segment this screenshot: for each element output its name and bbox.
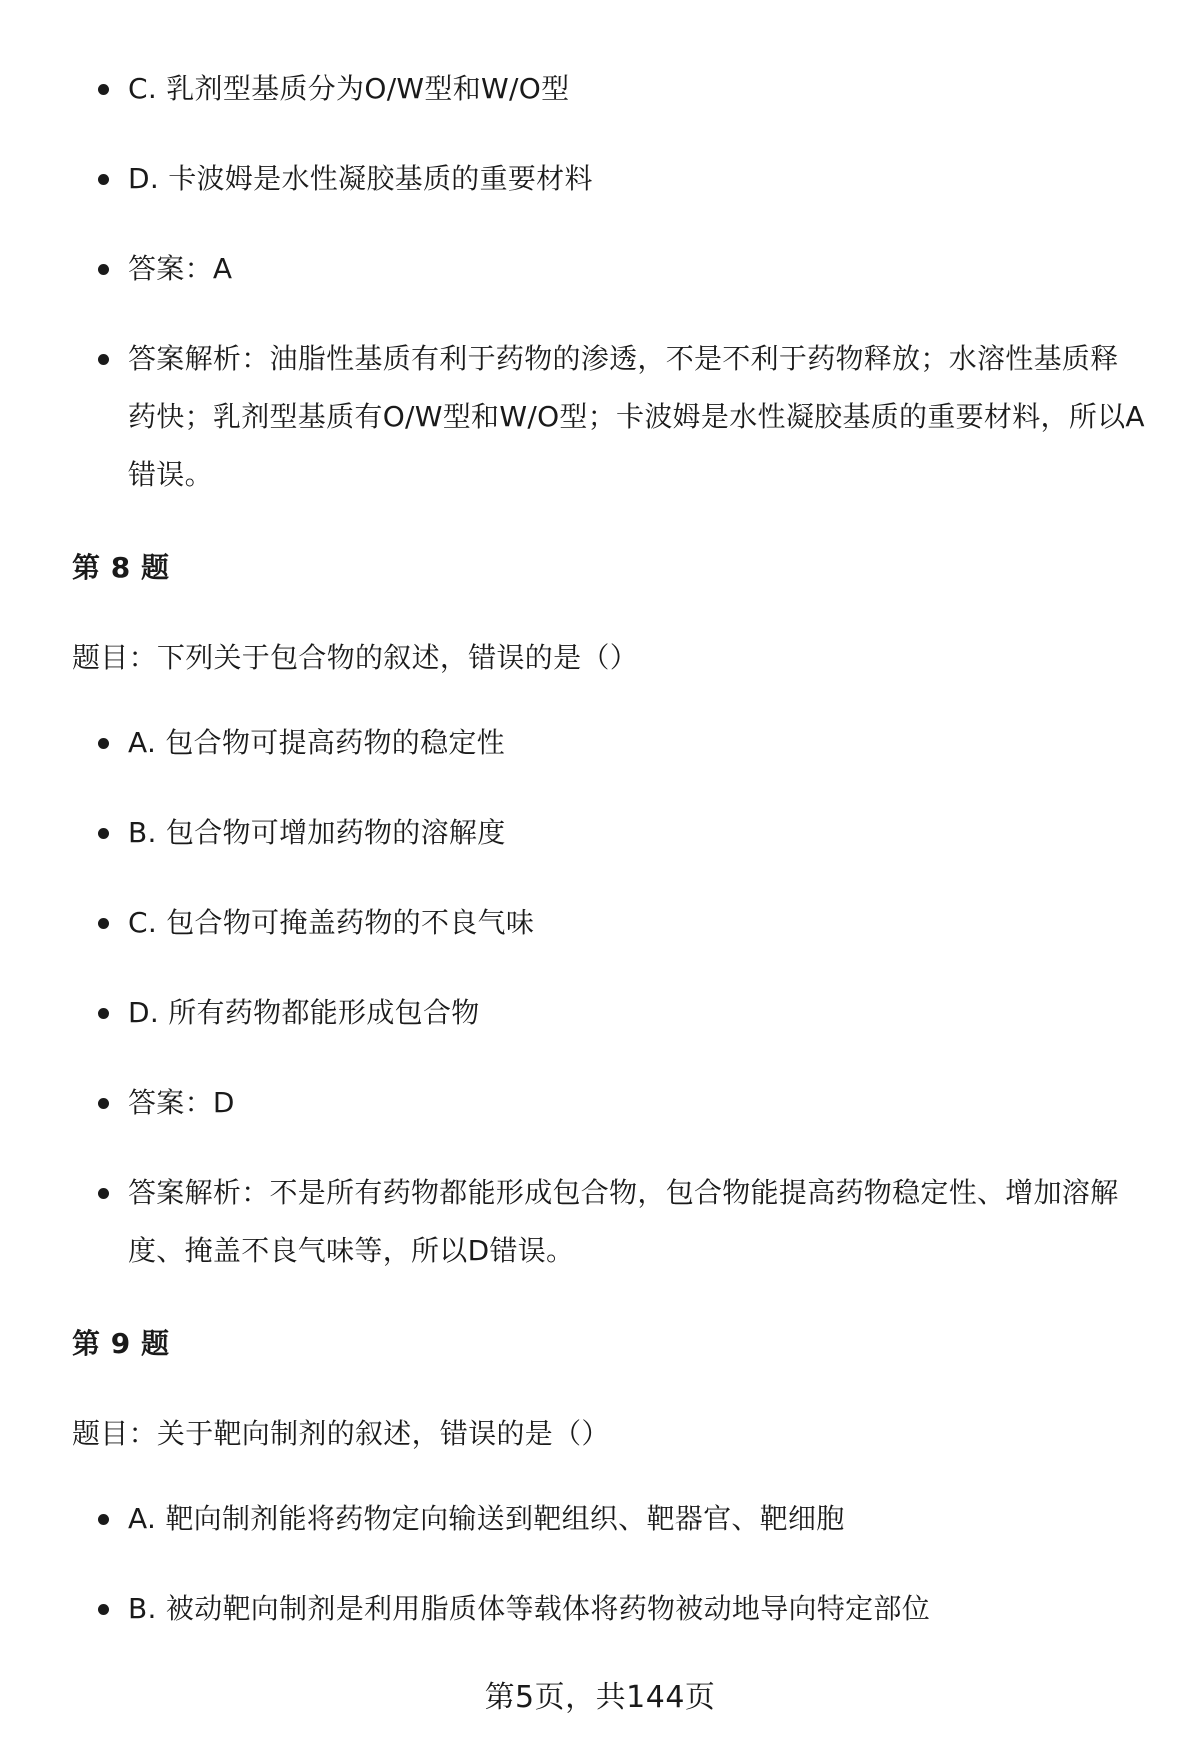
q8-explanation: 答案解析：不是所有药物都能形成包合物，包合物能提高药物稳定性、增加溶解度、掩盖不良气味等，所以D错误。	[128, 1176, 1119, 1267]
q7-explanation: 答案解析：油脂性基质有利于药物的渗透，不是不利于药物释放；水溶性基质释药快；乳剂型基质有O/W型和W/O型；卡波姆是水性凝胶基质的重要材料，所以A错误。	[128, 342, 1145, 491]
bullet-icon	[98, 1098, 109, 1109]
q9-option-a: A. 靶向制剂能将药物定向输送到靶组织、靶器官、靶细胞	[128, 1502, 845, 1535]
q9-heading: 第 9 题	[72, 1327, 170, 1360]
q8-option-b: B. 包合物可增加药物的溶解度	[128, 816, 506, 849]
bullet-icon	[98, 354, 109, 365]
q9-option-b: B. 被动靶向制剂是利用脂质体等载体将药物被动地导向特定部位	[128, 1592, 931, 1625]
bullet-icon	[98, 918, 109, 929]
q9-question: 题目：关于靶向制剂的叙述，错误的是（）	[72, 1417, 610, 1450]
bullet-icon	[98, 1008, 109, 1019]
q7-option-d: D. 卡波姆是水性凝胶基质的重要材料	[128, 162, 593, 195]
bullet-icon	[98, 264, 109, 275]
q7-answer: 答案：A	[128, 252, 233, 285]
bullet-icon	[98, 828, 109, 839]
q8-option-c: C. 包合物可掩盖药物的不良气味	[128, 906, 535, 939]
bullet-icon	[98, 1604, 109, 1615]
q8-question: 题目：下列关于包合物的叙述，错误的是（）	[72, 641, 639, 674]
bullet-icon	[98, 738, 109, 749]
bullet-icon	[98, 174, 109, 185]
q8-option-a: A. 包合物可提高药物的稳定性	[128, 726, 505, 759]
bullet-icon	[98, 1514, 109, 1525]
q8-heading: 第 8 题	[72, 551, 170, 584]
page-number: 第5页，共144页	[484, 1680, 716, 1715]
q8-option-d: D. 所有药物都能形成包合物	[128, 996, 480, 1029]
q7-option-c: C. 乳剂型基质分为O/W型和W/O型	[128, 72, 570, 105]
bullet-icon	[98, 84, 109, 95]
bullet-icon	[98, 1188, 109, 1199]
q8-answer: 答案：D	[128, 1086, 235, 1119]
